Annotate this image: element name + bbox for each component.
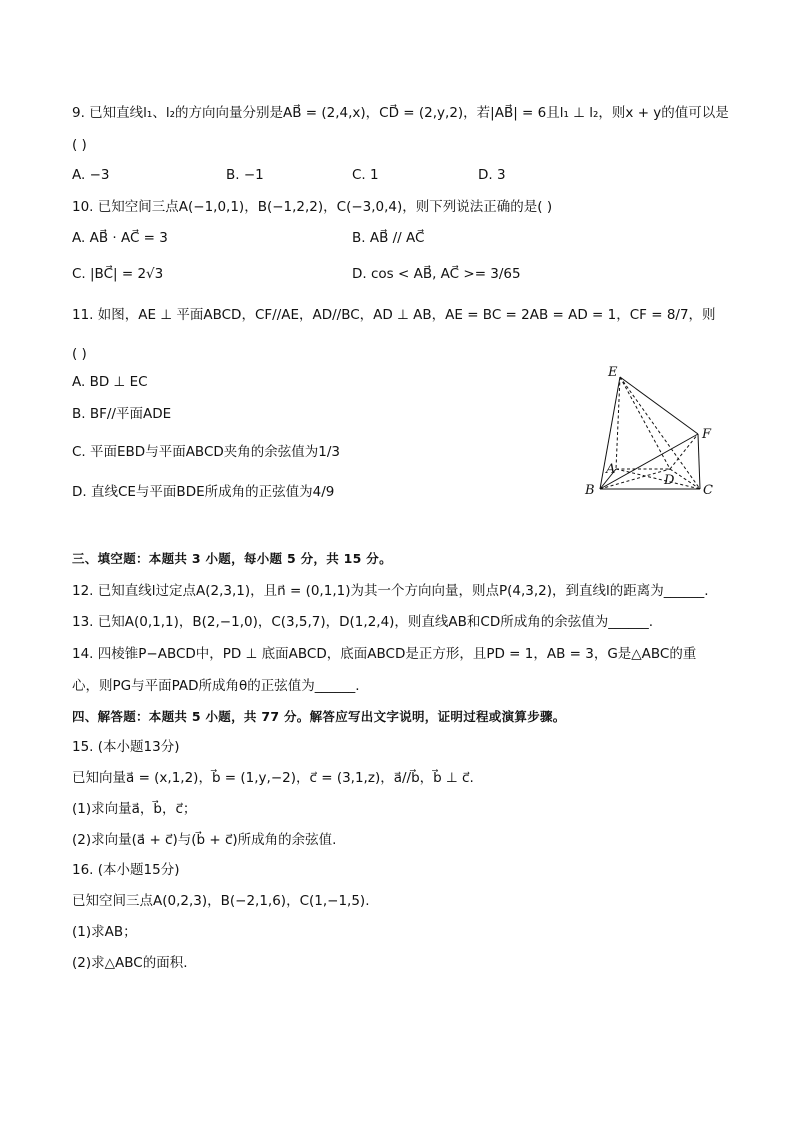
q14-line2: 心，则PG与平面PAD所成角θ的正弦值为______.	[72, 678, 360, 694]
q10-option-d: D. cos < AB⃗, AC⃗ >= 3/65	[352, 266, 521, 282]
q16-title: 16. (本小题15分)	[72, 862, 180, 878]
section3-heading: 三、填空题：本题共 3 小题，每小题 5 分，共 15 分。	[72, 551, 392, 566]
section4-heading: 四、解答题：本题共 5 小题，共 77 分。解答应写出文字说明，证明过程或演算步骤。	[72, 709, 566, 724]
q11-option-b: B. BF//平面ADE	[72, 406, 172, 422]
q9-paren: ( )	[72, 137, 87, 153]
edge-cf	[698, 434, 700, 489]
q10-option-c: C. |BC⃗| = 2√3	[72, 266, 164, 282]
label-e: E	[608, 365, 618, 380]
q10-option-b: B. AB⃗ // AC⃗	[352, 230, 425, 246]
q11-option-c: C. 平面EBD与平面ABCD夹角的余弦值为1/3	[72, 444, 341, 460]
q11-option-d: D. 直线CE与平面BDE所成角的正弦值为4/9	[72, 484, 335, 500]
q16-part1: (1)求AB；	[72, 924, 137, 940]
label-d: D	[664, 473, 675, 488]
q12-text: 12. 已知直线l过定点A(2,3,1)，且n⃗ = (0,1,1)为其一个方向向量，则点P(4,3,2)，到直线l的距离为______.	[72, 583, 709, 599]
q10-stem: 10. 已知空间三点A(−1,0,1)，B(−1,2,2)，C(−3,0,4)，则下列说法正确的是( )	[72, 199, 553, 215]
edge-dc	[670, 469, 700, 489]
q10-option-a: A. AB⃗ · AC⃗ = 3	[72, 230, 168, 246]
label-a: A	[606, 462, 616, 477]
q9-option-b: B. −1	[226, 167, 264, 183]
q9-stem: 9. 已知直线l₁、l₂的方向向量分别是AB⃗ = (2,4,x)，CD⃗ = (2,y,2)，若|AB⃗| = 6且l₁ ⊥ l₂，则x + y的值可以是	[72, 105, 729, 121]
label-b: B	[585, 483, 595, 498]
q16-stem: 已知空间三点A(0,2,3)，B(−2,1,6)，C(1,−1,5).	[72, 893, 370, 909]
edge-df	[670, 434, 698, 469]
edge-ed	[620, 377, 670, 469]
q15-stem: 已知向量a⃗ = (x,1,2)，b⃗ = (1,y,−2)，c⃗ = (3,1,z)，a⃗//b⃗，b⃗ ⊥ c⃗.	[72, 770, 474, 786]
geometry-figure	[582, 360, 722, 500]
edge-ef	[620, 377, 698, 434]
q13-text: 13. 已知A(0,1,1)，B(2,−1,0)，C(3,5,7)，D(1,2,4)，则直线AB和CD所成角的余弦值为______.	[72, 614, 654, 630]
q9-option-a: A. −3	[72, 167, 110, 183]
q14-line1: 14. 四棱锥P−ABCD中，PD ⊥ 底面ABCD，底面ABCD是正方形，且PD = 1，AB = 3，G是△ABC的重	[72, 646, 697, 662]
q15-part1: (1)求向量a⃗，b⃗，c⃗；	[72, 801, 197, 817]
label-f: F	[702, 427, 712, 442]
q9-option-c: C. 1	[352, 167, 379, 183]
q11-stem: 11. 如图，AE ⊥ 平面ABCD，CF//AE，AD//BC，AD ⊥ AB，AE = BC = 2AB = AD = 1，CF = 8/7，则	[72, 307, 716, 323]
q11-paren: ( )	[72, 346, 87, 362]
q15-title: 15. (本小题13分)	[72, 739, 180, 755]
q15-part2: (2)求向量(a⃗ + c⃗)与(b⃗ + c⃗)所成角的余弦值.	[72, 832, 337, 848]
q9-option-d: D. 3	[478, 167, 506, 183]
q16-part2: (2)求△ABC的面积.	[72, 955, 188, 971]
label-c: C	[703, 483, 713, 498]
q11-option-a: A. BD ⊥ EC	[72, 374, 148, 390]
